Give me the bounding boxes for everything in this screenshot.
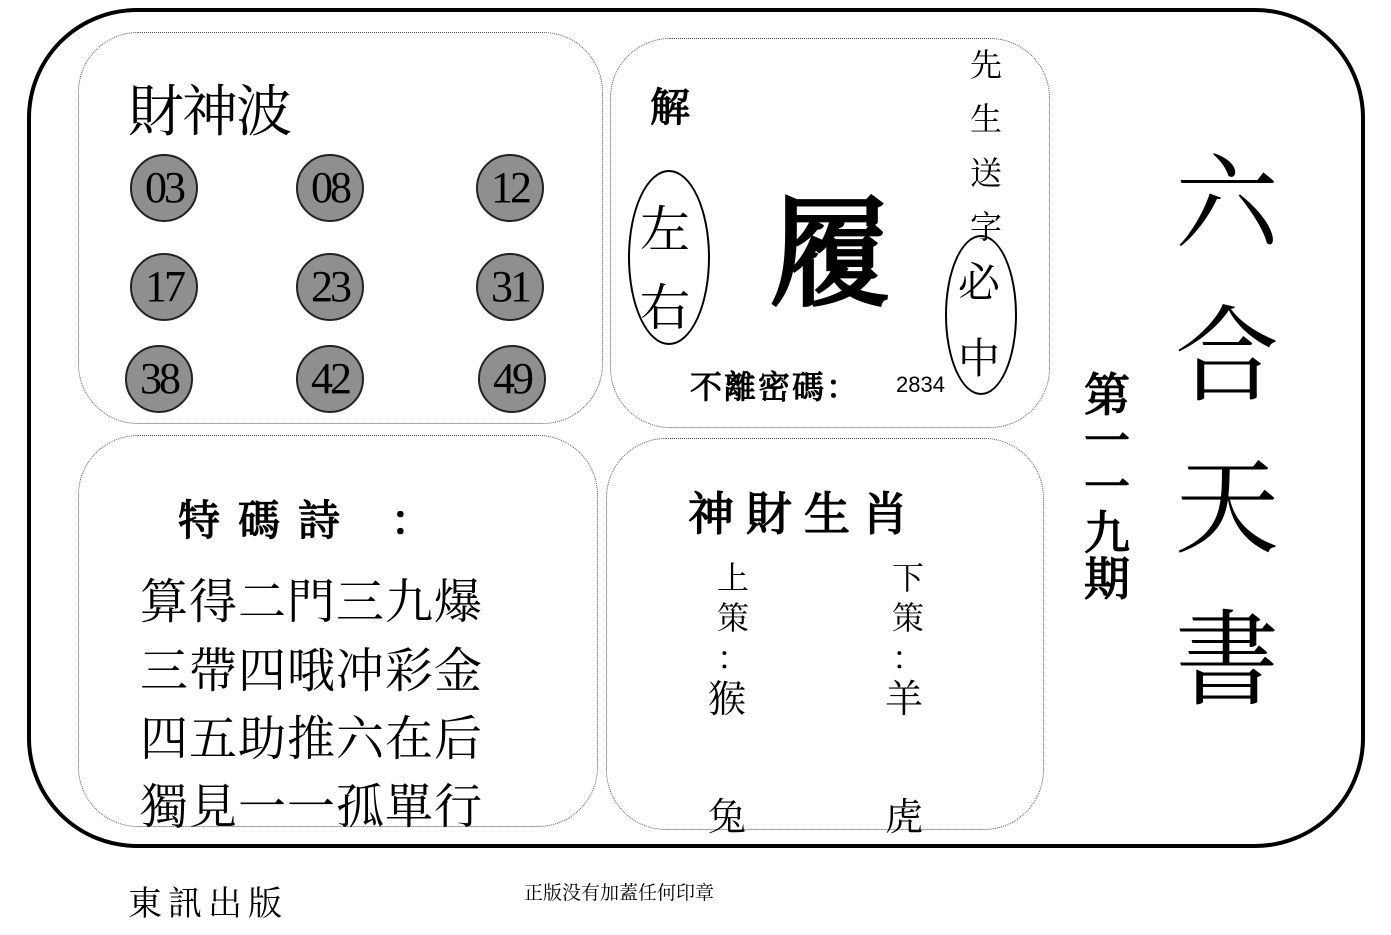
lower-strategy-label (883, 558, 933, 678)
label-char: 策 (891, 599, 924, 637)
number-ball: 12 (476, 154, 544, 222)
vertical-text-char: 生 (970, 100, 1003, 138)
number-ball: 31 (476, 253, 544, 321)
number-ball: 17 (130, 253, 198, 321)
number-ball: 23 (296, 253, 364, 321)
oval-char: 右 (640, 279, 690, 337)
zodiac-value: 猴 (708, 677, 747, 721)
number-ball: 49 (478, 345, 546, 413)
upper-strategy-label (708, 558, 758, 678)
main-title (1172, 128, 1282, 736)
vertical-text-char: 字 (970, 208, 1003, 246)
zodiac-title: 神財生肖 (688, 487, 920, 541)
oval-char: 必 (958, 258, 1001, 307)
publisher: 東訊出版 (128, 884, 288, 924)
poem-title: 特碼詩 ： (178, 496, 451, 545)
authenticity-notice: 正版没有加蓋任何印章 (524, 882, 715, 904)
label-char: 策 (716, 599, 749, 637)
vertical-text-char: 送 (970, 154, 1003, 192)
number-ball: 08 (296, 154, 364, 222)
zodiac-value: 羊 (885, 677, 924, 721)
issue-char: 期 (1084, 552, 1130, 606)
poem-line: 算得二門三九爆 (140, 576, 484, 629)
oval-char: 中 (958, 334, 1001, 383)
riddle-big-char: 履 (770, 185, 890, 324)
riddle-label: 解 (650, 85, 690, 131)
title-char: 天 (1174, 447, 1279, 569)
issue-char: 一 (1084, 460, 1130, 514)
issue-number (1078, 368, 1136, 606)
oval-char: 左 (640, 201, 690, 259)
label-char: 下 (891, 559, 924, 597)
label-char: ： (716, 639, 749, 677)
poem-line: 獨見一一孤單行 (140, 781, 484, 834)
label-char: ： (891, 639, 924, 677)
zodiac-value: 兔 (708, 795, 747, 839)
wealth-panel-title: 財神波 (128, 80, 290, 145)
poem-line: 四五助推六在后 (140, 713, 484, 766)
title-char: 六 (1174, 143, 1279, 265)
issue-char: 一 (1084, 414, 1130, 468)
title-char: 書 (1174, 599, 1279, 721)
title-char: 合 (1174, 295, 1279, 417)
label-char: 上 (716, 559, 749, 597)
number-ball: 38 (125, 345, 193, 413)
number-ball: 03 (130, 154, 198, 222)
zodiac-value: 虎 (885, 795, 924, 839)
vertical-text-char: 先 (970, 46, 1003, 84)
number-ball: 42 (296, 345, 364, 413)
constant-code-value: 2834 (896, 372, 945, 397)
issue-char: 九 (1084, 506, 1130, 560)
issue-char: 第 (1084, 368, 1130, 422)
constant-code-label: 不離密碼： (690, 368, 861, 406)
poem-line: 三帶四哦冲彩金 (140, 645, 484, 698)
